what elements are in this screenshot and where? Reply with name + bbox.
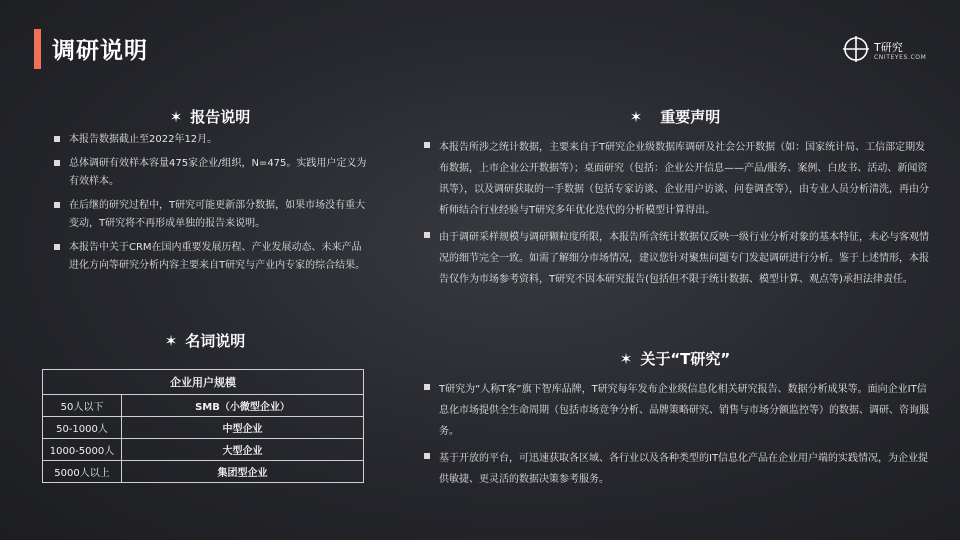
table-row — [43, 417, 364, 439]
table-header: 企业用户规模 — [43, 370, 364, 395]
table-cell-type: 大型企业 — [122, 439, 364, 461]
list-item: 本报告中关于CRM在国内重要发展历程、产业发展动态、未来产品进化方向等研究分析内容主要来自T研究与产业内专家的综合结果。 — [53, 239, 367, 275]
about-section-title: ✶ 关于“T研究” — [619, 350, 731, 368]
about-list — [423, 379, 933, 496]
list-item: 基于开放的平台，可迅速获取各区域、各行业以及各种类型的IT信息化产品在企业用户端的实践情况，为企业提供敏捷、更灵活的数据决策参考服务。 — [423, 448, 933, 490]
logo-mark-icon — [843, 36, 869, 62]
brand-logo — [843, 36, 943, 72]
list-item: 在后继的研究过程中，T研究可能更新部分数据，如果市场没有重大变动，T研究将不再形成单独的报告来说明。 — [53, 197, 367, 233]
table-row — [43, 395, 364, 417]
star-icon: ✶ — [619, 350, 633, 368]
table-cell-type: 中型企业 — [122, 417, 364, 439]
table-cell-range: 1000-5000人 — [43, 439, 122, 461]
list-item: 本报告所涉之统计数据，主要来自于T研究企业级数据库调研及社会公开数据（如：国家统计局、工信部定期发布数据，上市企业公开数据等）；桌面研究（包括：企业公开信息——产品/服务、案例、白皮书、活动、新闻资讯等），以及调研获取的一手数据（包括专家访谈、企业用户访谈、问卷调查等），由专业人员分析清洗，再由分析师结合行业经验与T研究多年优化迭代的分析模型计算得出。 — [423, 137, 933, 221]
table-cell-type: SMB（小微型企业） — [122, 395, 364, 417]
table-row — [43, 461, 364, 483]
table-cell-range: 5000人以上 — [43, 461, 122, 483]
star-icon: ✶ — [629, 108, 643, 126]
list-item: 由于调研采样规模与调研颗粒度所限，本报告所含统计数据仅反映一级行业分析对象的基本特征，未必与客观情况的细节完全一致。如需了解细分市场情况，建议您针对聚焦问题专门发起调研进行分析。鉴于上述情形，本报告仅作为市场参考资料，T研究不因本研究报告(包括但不限于统计数据、模型计算、观点等)承担法律责任。 — [423, 227, 933, 290]
report-list — [53, 131, 367, 281]
list-item: T研究为“人称T客”旗下智库品牌，T研究每年发布企业级信息化相关研究报告、数据分析成果等。面向企业IT信息化市场提供全生命周期（包括市场竞争分析、品牌策略研究、销售与市场分额监控等）的数据、调研、咨询服务。 — [423, 379, 933, 442]
table-cell-range: 50人以下 — [43, 395, 122, 417]
title-accent-bar — [34, 29, 41, 69]
star-icon: ✶ — [164, 332, 178, 350]
page-title: 调研说明 — [52, 38, 148, 64]
report-section-title: ✶ 报告说明 — [169, 108, 251, 126]
logo-url: CNITEYES.COM — [874, 54, 927, 61]
statement-section-title: ✶ 重要声明 — [629, 108, 721, 126]
logo-name: T研究 — [874, 41, 903, 54]
company-size-table — [42, 369, 364, 483]
star-icon: ✶ — [169, 108, 183, 126]
table-cell-range: 50-1000人 — [43, 417, 122, 439]
table-row — [43, 439, 364, 461]
table-cell-type: 集团型企业 — [122, 461, 364, 483]
terms-section-title: ✶ 名词说明 — [164, 332, 246, 350]
statement-list — [423, 137, 933, 296]
list-item: 本报告数据截止至2022年12月。 — [53, 131, 367, 149]
list-item: 总体调研有效样本容量475家企业/组织，N=475。实践用户定义为有效样本。 — [53, 155, 367, 191]
